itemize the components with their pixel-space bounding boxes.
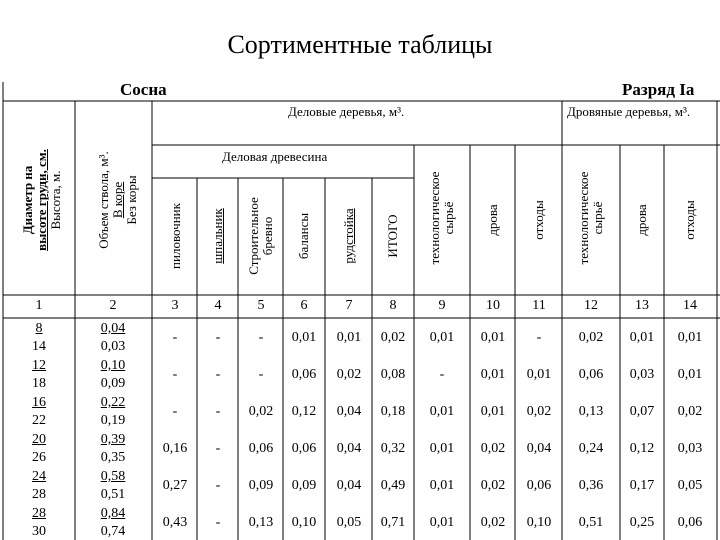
- col1-header-line3: Высота, м.: [48, 170, 63, 230]
- value-cell: 0,71: [380, 515, 406, 530]
- value-cell: 0,02: [480, 515, 506, 530]
- column-number: 13: [635, 298, 649, 313]
- value-cell: 0,01: [429, 515, 455, 530]
- value-cell: 0,06: [291, 441, 317, 456]
- value-cell: 0,01: [429, 441, 455, 456]
- value-cell: -: [215, 515, 221, 530]
- species-label: Сосна: [120, 80, 167, 99]
- value-cell: 0,06: [677, 515, 703, 530]
- volume-nobark-cell: 0,35: [100, 450, 126, 465]
- column-number: 8: [389, 298, 397, 313]
- value-cell: 0,10: [291, 515, 317, 530]
- col12-header-line2: сырьё: [590, 201, 605, 235]
- value-cell: 0,02: [380, 330, 406, 345]
- value-cell: 0,04: [336, 478, 362, 493]
- value-cell: 0,01: [677, 367, 703, 382]
- value-cell: 0,01: [480, 404, 506, 419]
- grade-label: Разряд Ia: [622, 80, 695, 99]
- diameter-cell: 8: [35, 321, 43, 336]
- value-cell: -: [536, 330, 542, 345]
- height-cell: 28: [32, 487, 46, 502]
- value-cell: 0,49: [380, 478, 406, 493]
- value-cell: 0,12: [629, 441, 655, 456]
- column-number: 11: [532, 298, 546, 313]
- diameter-cell: 20: [32, 432, 46, 447]
- value-cell: 0,01: [480, 367, 506, 382]
- value-cell: 0,18: [380, 404, 406, 419]
- value-cell: 0,02: [248, 404, 274, 419]
- value-cell: 0,01: [526, 367, 552, 382]
- column-number: 6: [300, 298, 308, 313]
- value-cell: -: [258, 367, 264, 382]
- value-cell: 0,24: [578, 441, 604, 456]
- value-cell: 0,09: [291, 478, 317, 493]
- value-cell: 0,01: [429, 404, 455, 419]
- col9-header-line1: технологическое: [427, 171, 442, 265]
- value-cell: 0,09: [248, 478, 274, 493]
- value-cell: -: [215, 441, 221, 456]
- col6-header: балансы: [296, 212, 311, 260]
- value-cell: 0,04: [526, 441, 552, 456]
- col2-header: [97, 151, 139, 249]
- volume-bark-cell: 0,22: [100, 395, 126, 410]
- col1-header-line1: Диаметр на: [20, 165, 35, 235]
- column-number: 14: [683, 298, 697, 313]
- col2-header-line2: В коре: [110, 181, 125, 219]
- diameter-cell: 16: [32, 395, 46, 410]
- value-cell: 0,06: [248, 441, 274, 456]
- col5-header: [247, 197, 275, 275]
- col9-header-line2: сырьё: [441, 201, 456, 235]
- col13-header: дрова: [634, 204, 649, 236]
- business-trees-header: Деловые деревья, м³.: [288, 104, 405, 119]
- col7-header: рудстойка: [341, 208, 356, 264]
- value-cell: 0,16: [162, 441, 188, 456]
- col1-header: [21, 149, 63, 251]
- height-cell: 22: [32, 413, 46, 428]
- volume-bark-cell: 0,10: [100, 358, 126, 373]
- col12-header-line1: технологическое: [576, 171, 591, 265]
- value-cell: 0,32: [380, 441, 406, 456]
- value-cell: 0,03: [677, 441, 703, 456]
- diameter-cell: 24: [32, 469, 46, 484]
- volume-bark-cell: 0,04: [100, 321, 126, 336]
- value-cell: -: [172, 404, 178, 419]
- value-cell: -: [215, 478, 221, 493]
- value-cell: 0,13: [248, 515, 274, 530]
- volume-nobark-cell: 0,19: [100, 413, 126, 428]
- value-cell: -: [258, 330, 264, 345]
- value-cell: 0,05: [336, 515, 362, 530]
- value-cell: 0,02: [480, 441, 506, 456]
- value-cell: 0,02: [578, 330, 604, 345]
- value-cell: 0,01: [429, 478, 455, 493]
- column-number: 10: [486, 298, 500, 313]
- value-cell: 0,02: [480, 478, 506, 493]
- value-cell: 0,01: [336, 330, 362, 345]
- column-number: 2: [109, 298, 117, 313]
- col5-header-line1: Строительное: [246, 197, 261, 275]
- volume-nobark-cell: 0,74: [100, 524, 126, 539]
- value-cell: 0,43: [162, 515, 188, 530]
- value-cell: -: [215, 330, 221, 345]
- height-cell: 26: [32, 450, 46, 465]
- value-cell: 0,08: [380, 367, 406, 382]
- volume-nobark-cell: 0,03: [100, 339, 126, 354]
- col8-header: ИТОГО: [385, 214, 400, 258]
- value-cell: 0,06: [578, 367, 604, 382]
- diameter-cell: 12: [32, 358, 46, 373]
- volume-bark-cell: 0,58: [100, 469, 126, 484]
- value-cell: 0,04: [336, 441, 362, 456]
- value-cell: 0,01: [480, 330, 506, 345]
- value-cell: 0,12: [291, 404, 317, 419]
- value-cell: -: [215, 404, 221, 419]
- column-number: 3: [171, 298, 179, 313]
- value-cell: 0,05: [677, 478, 703, 493]
- value-cell: 0,36: [578, 478, 604, 493]
- fire-trees-header: Дровяные деревья, м³.: [567, 104, 691, 119]
- col10-header: дрова: [485, 204, 500, 236]
- value-cell: 0,04: [336, 404, 362, 419]
- business-wood-header: Деловая древесина: [222, 149, 328, 164]
- value-cell: 0,25: [629, 515, 655, 530]
- value-cell: -: [172, 367, 178, 382]
- column-number: 9: [438, 298, 446, 313]
- value-cell: 0,02: [526, 404, 552, 419]
- column-number: 12: [584, 298, 598, 313]
- col14-header: отходы: [682, 200, 697, 240]
- value-cell: 0,01: [677, 330, 703, 345]
- value-cell: 0,51: [578, 515, 604, 530]
- value-cell: 0,06: [526, 478, 552, 493]
- value-cell: 0,01: [291, 330, 317, 345]
- volume-nobark-cell: 0,09: [100, 376, 126, 391]
- value-cell: 0,10: [526, 515, 552, 530]
- col11-header: отходы: [531, 200, 546, 240]
- value-cell: 0,01: [629, 330, 655, 345]
- value-cell: 0,07: [629, 404, 655, 419]
- value-cell: -: [215, 367, 221, 382]
- value-cell: 0,06: [291, 367, 317, 382]
- col2-header-line3: Без коры: [124, 175, 139, 225]
- height-cell: 30: [32, 524, 46, 539]
- col12-header: [577, 172, 605, 265]
- volume-bark-cell: 0,39: [100, 432, 126, 447]
- col9-header: [428, 172, 456, 265]
- volume-nobark-cell: 0,51: [100, 487, 126, 502]
- value-cell: 0,03: [629, 367, 655, 382]
- slide-title: Сортиментные таблицы: [227, 30, 493, 59]
- diameter-cell: 28: [32, 506, 46, 521]
- height-cell: 14: [32, 339, 46, 354]
- volume-bark-cell: 0,84: [100, 506, 126, 521]
- column-number: 4: [214, 298, 222, 313]
- col3-header: пиловочник: [168, 203, 183, 269]
- value-cell: 0,02: [677, 404, 703, 419]
- col1-header-line2: высоте груди, см.: [34, 149, 49, 251]
- col2-header-line1: Объем ствола, м³.: [96, 151, 111, 249]
- value-cell: 0,02: [336, 367, 362, 382]
- value-cell: 0,01: [429, 330, 455, 345]
- col4-header: шпальник: [210, 208, 225, 264]
- value-cell: 0,17: [629, 478, 655, 493]
- col5-header-line2: бревно: [260, 216, 275, 256]
- value-cell: -: [439, 367, 445, 382]
- value-cell: 0,13: [578, 404, 604, 419]
- value-cell: -: [172, 330, 178, 345]
- column-number: 5: [257, 298, 265, 313]
- column-number: 1: [35, 298, 43, 313]
- value-cell: 0,27: [162, 478, 188, 493]
- height-cell: 18: [32, 376, 46, 391]
- column-number: 7: [345, 298, 353, 313]
